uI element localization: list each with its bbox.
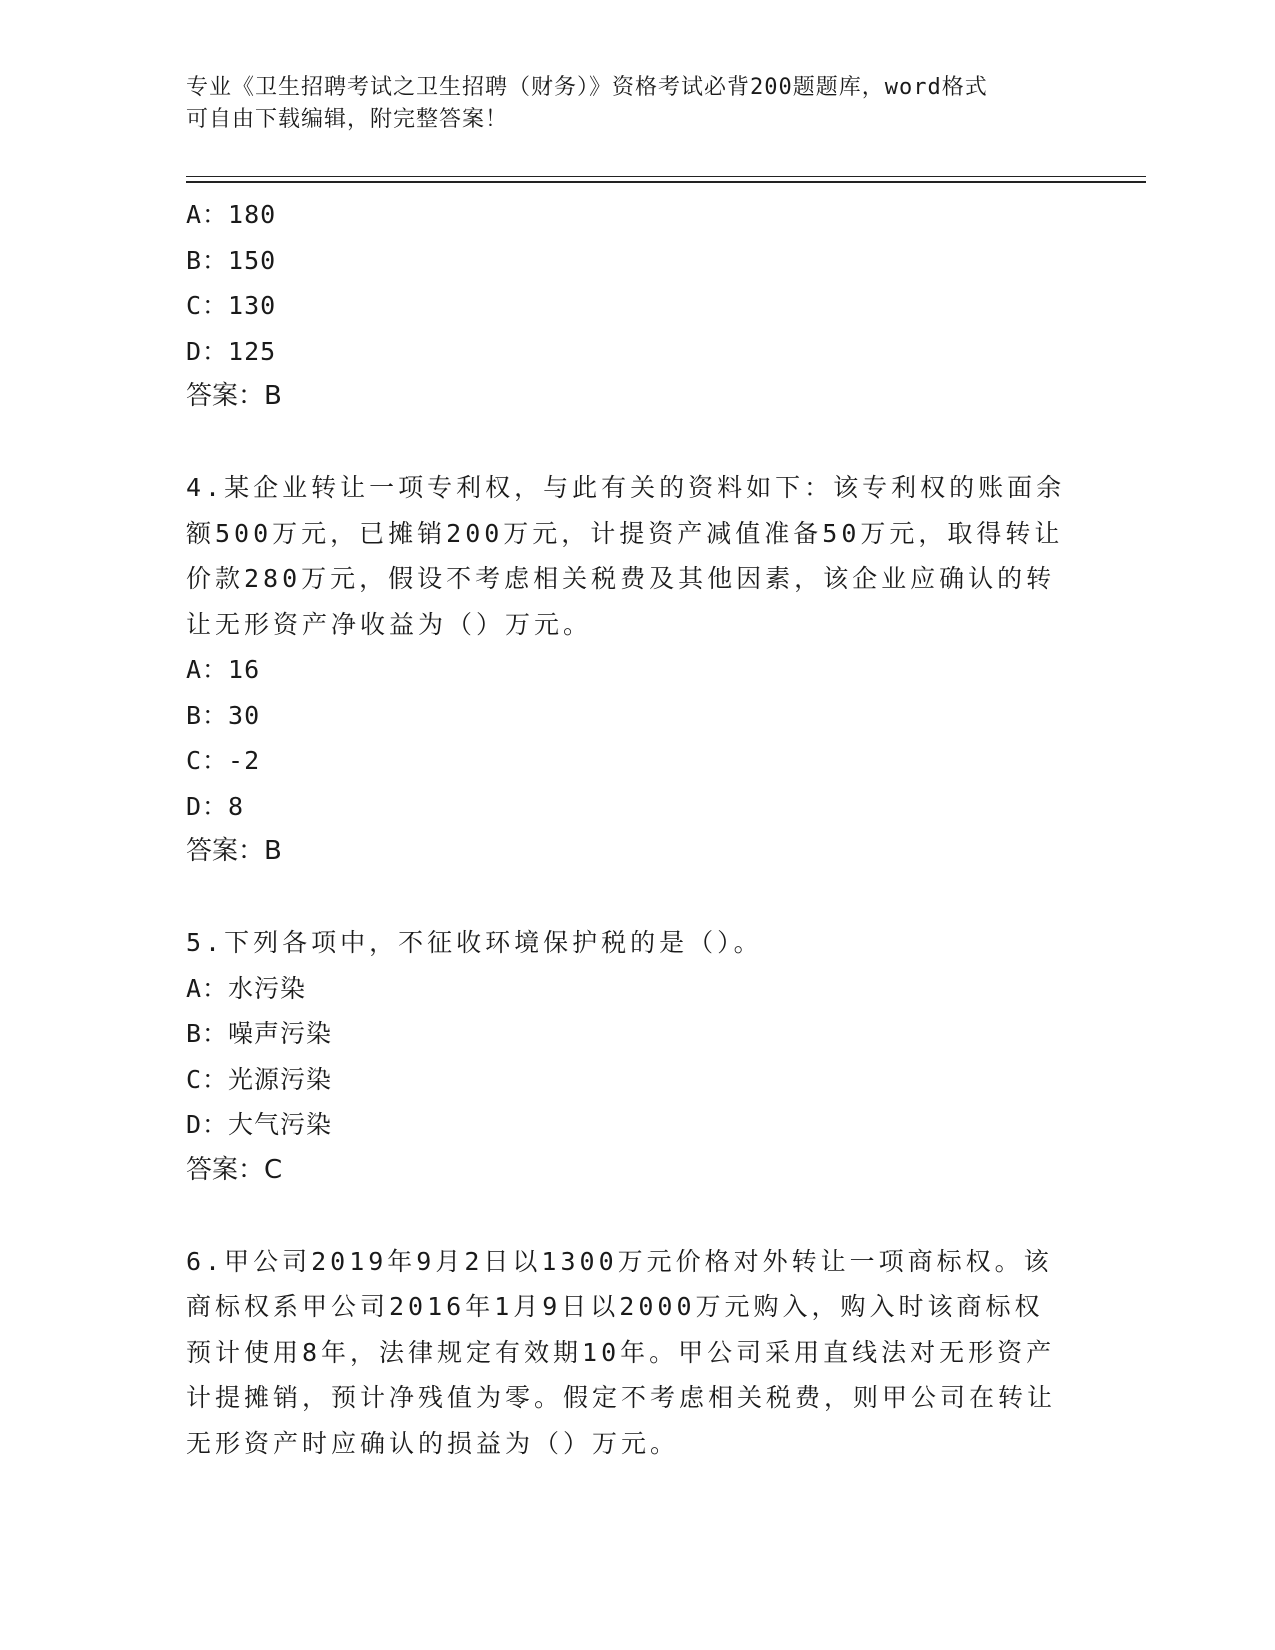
stem-line: 商标权系甲公司2016年1月9日以2000万元购入，购入时该商标权 [186, 1292, 1044, 1321]
stem-line: 无形资产时应确认的损益为（）万元。 [186, 1428, 680, 1458]
header-line-2: 可自由下载编辑，附完整答案！ [186, 107, 509, 132]
document-header [186, 72, 1086, 136]
stem-line: 让无形资产净收益为（）万元。 [186, 609, 593, 639]
header-line-1: 专业《卫生招聘考试之卫生招聘（财务）》资格考试必背200题题库，word格式 [186, 75, 988, 100]
answer: 答案：C [186, 1154, 283, 1185]
spacer [186, 420, 1086, 466]
option-a: A：180 [186, 200, 277, 229]
question-content [186, 192, 1086, 1466]
stem-line: 5.下列各项中，不征收环境保护税的是（）。 [186, 928, 763, 957]
stem-line: 6.甲公司2019年9月2日以1300万元价格对外转让一项商标权。该 [186, 1246, 1053, 1276]
option-d: D：125 [186, 336, 277, 366]
spacer [186, 875, 1086, 921]
question-stem [186, 465, 1086, 647]
option-c: C：光源污染 [186, 1064, 333, 1094]
stem-line: 计提摊销，预计净残值为零。假定不考虑相关税费，则甲公司在转让 [186, 1383, 1057, 1412]
answer: 答案：B [186, 836, 282, 866]
option-d: D：大气污染 [186, 1110, 333, 1139]
stem-line: 4.某企业转让一项专利权，与此有关的资料如下：该专利权的账面余 [186, 473, 1066, 502]
option-a: A：水污染 [186, 973, 307, 1003]
option-c: C：130 [186, 291, 277, 320]
option-c: C：-2 [186, 746, 261, 775]
option-b: B：噪声污染 [186, 1019, 333, 1048]
header-rule-thin [186, 176, 1146, 177]
stem-line: 额500万元，已摊销200万元，计提资产减值准备50万元，取得转让 [186, 518, 1064, 548]
question-3 [186, 192, 1086, 420]
option-a: A：16 [186, 655, 261, 684]
header-rule-thick [186, 181, 1146, 183]
question-4 [186, 465, 1086, 875]
stem-line: 预计使用8年，法律规定有效期10年。甲公司采用直线法对无形资产 [186, 1337, 1056, 1367]
option-b: B：30 [186, 700, 261, 730]
option-b: B：150 [186, 245, 277, 275]
question-stem [186, 1239, 1086, 1467]
spacer [186, 1193, 1086, 1239]
stem-line: 价款280万元，假设不考虑相关税费及其他因素，该企业应确认的转 [186, 564, 1056, 593]
question-6 [186, 1239, 1086, 1467]
question-stem [186, 920, 1086, 966]
option-d: D：8 [186, 791, 245, 821]
answer: 答案：B [186, 381, 282, 411]
question-5 [186, 920, 1086, 1193]
